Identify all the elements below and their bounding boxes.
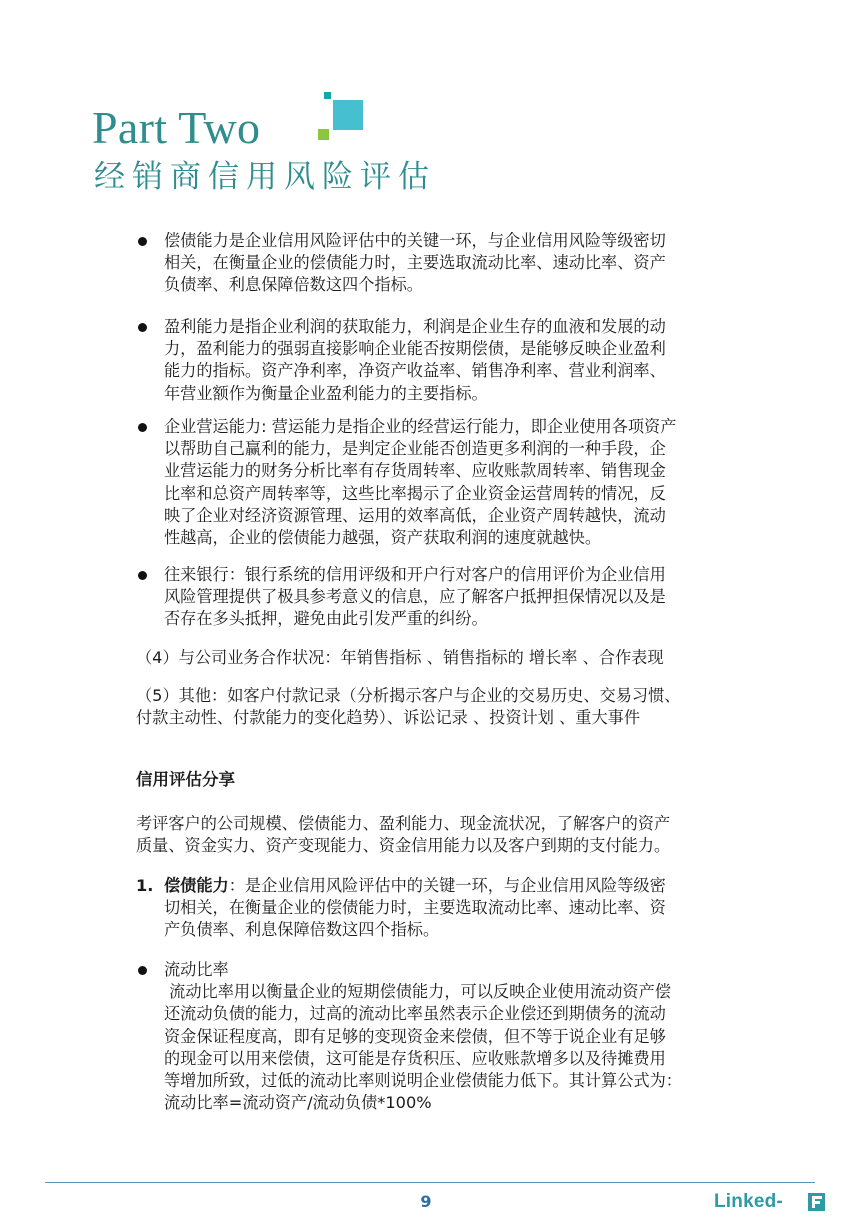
text-line: 的现金可以用来偿债，这可能是存货积压、应收账款增多以及待摊费用 (164, 1048, 666, 1068)
bullet-text (164, 416, 709, 549)
section-heading: 信用评估分享 (136, 770, 235, 789)
text-line: 产负债率、利息保障倍数这四个指标。 (164, 920, 440, 940)
numbered-text (164, 875, 709, 942)
decor-square-small (324, 92, 331, 99)
bullet-text (164, 564, 709, 631)
decor-square-green (318, 129, 329, 140)
footer-divider (45, 1182, 815, 1183)
bullet-operating-capacity (136, 416, 711, 549)
page-number: 9 (420, 1192, 432, 1211)
text-line: 往来银行：银行系统的信用评级和开户行对客户的信用评价为企业信用 (164, 565, 666, 584)
text-line: 等增加所致，过低的流动比率则说明企业偿债能力低下。其计算公式为： (164, 1071, 682, 1091)
liquidity-title: 流动比率 (164, 960, 229, 979)
part-title: Part Two (92, 102, 261, 153)
bullet-correspondent-bank (136, 564, 711, 631)
text-line: 性越高，企业的偿债能力越强，资产获取利润的速度就越快。 (164, 528, 602, 548)
text-line: 切相关，在衡量企业的偿债能力时，主要选取流动比率、速动比率、资 (164, 898, 666, 918)
decor-square-large (333, 100, 363, 130)
text-line: 质量、资金实力、资产变现能力、资金信用能力以及客户到期的支付能力。 (136, 836, 671, 856)
item-business-cooperation: （4）与公司业务合作状况：年销售指标 、销售指标的 增长率 、合作表现 (136, 648, 664, 667)
intro-paragraph (136, 813, 706, 857)
term-definition: ：是企业信用风险评估中的关键一环，与企业信用风险等级密 (228, 876, 666, 895)
text-line: 资金保证程度高，即有足够的变现资金来偿债，但不等于说企业有足够 (164, 1026, 666, 1046)
text-line: 能力的指标。资产净利率，净资产收益率、销售净利率、营业利润率、 (164, 361, 666, 381)
text-line: 企业营运能力: 营运能力是指企业的经营运行能力，即企业使用各项资产 (164, 417, 677, 436)
text-line: 比率和总资产周转率等，这些比率揭示了企业资金运营周转的情况，反 (164, 483, 666, 503)
text-line (164, 875, 709, 897)
item-number: 1. (136, 876, 154, 895)
bullet-liquidity-ratio (136, 959, 711, 1114)
bullet-text (164, 316, 709, 405)
text-line: 风险管理提供了极具参考意义的信息，应了解客户抵押担保情况以及是 (164, 587, 666, 607)
item-other (136, 685, 706, 729)
bullet-dot (138, 237, 147, 246)
text-line: 映了企业对经济资源管理、运用的效率高低，企业资产周转越快，流动 (164, 505, 666, 525)
text-line: 相关，在衡量企业的偿债能力时，主要选取流动比率、速动比率、资产 (164, 253, 666, 273)
text-line: 偿债能力是企业信用风险评估中的关键一环，与企业信用风险等级密切 (164, 231, 666, 250)
text-line: 流动比率用以衡量企业的短期偿债能力，可以反映企业使用流动资产偿 (164, 982, 671, 1002)
bullet-text (164, 230, 709, 297)
text-line: 年营业额作为衡量企业盈利能力的主要指标。 (164, 383, 488, 403)
text-line: 盈利能力是指企业利润的获取能力，利润是企业生存的血液和发展的动 (164, 317, 666, 336)
bullet-dot (138, 571, 147, 580)
text-line: 付款主动性、付款能力的变化趋势）、诉讼记录 、投资计划 、重大事件 (136, 708, 641, 728)
brand-name: Linked- (714, 1191, 783, 1212)
text-line: （5）其他：如客户付款记录（分析揭示客户与企业的交易历史、交易习惯、 (136, 686, 681, 705)
bullet-profitability (136, 316, 711, 405)
formula-line: 流动比率=流动资产/流动负债*100% (164, 1093, 432, 1113)
bullet-dot (138, 966, 147, 975)
text-line: 考评客户的公司规模、偿债能力、盈利能力、现金流状况，了解客户的资产 (136, 814, 671, 833)
bullet-dot (138, 323, 147, 332)
text-line: 负债率、利息保障倍数这四个指标。 (164, 275, 423, 295)
text-line: 业营运能力的财务分析比率有存货周转率、应收账款周转率、销售现金 (164, 461, 666, 481)
brand-logo (714, 1190, 824, 1214)
numbered-item-debt-capacity (136, 875, 711, 942)
text-line: 力，盈利能力的强弱直接影响企业能否按期偿债，是能够反映企业盈利 (164, 339, 666, 359)
text-line: 还流动负债的能力，过高的流动比率虽然表示企业偿还到期债务的流动 (164, 1004, 666, 1024)
bullet-dot (138, 423, 147, 432)
brand-f-icon (808, 1193, 825, 1211)
bullet-text (164, 959, 709, 1114)
text-line: 否存在多头抵押，避免由此引发严重的纠纷。 (164, 609, 488, 629)
term-label: 偿债能力 (164, 876, 229, 895)
text-line: 以帮助自己赢利的能力，是判定企业能否创造更多利润的一种手段，企 (164, 439, 666, 459)
section-subtitle: 经销商信用风险评估 (94, 159, 436, 195)
bullet-debt-capacity (136, 230, 711, 297)
